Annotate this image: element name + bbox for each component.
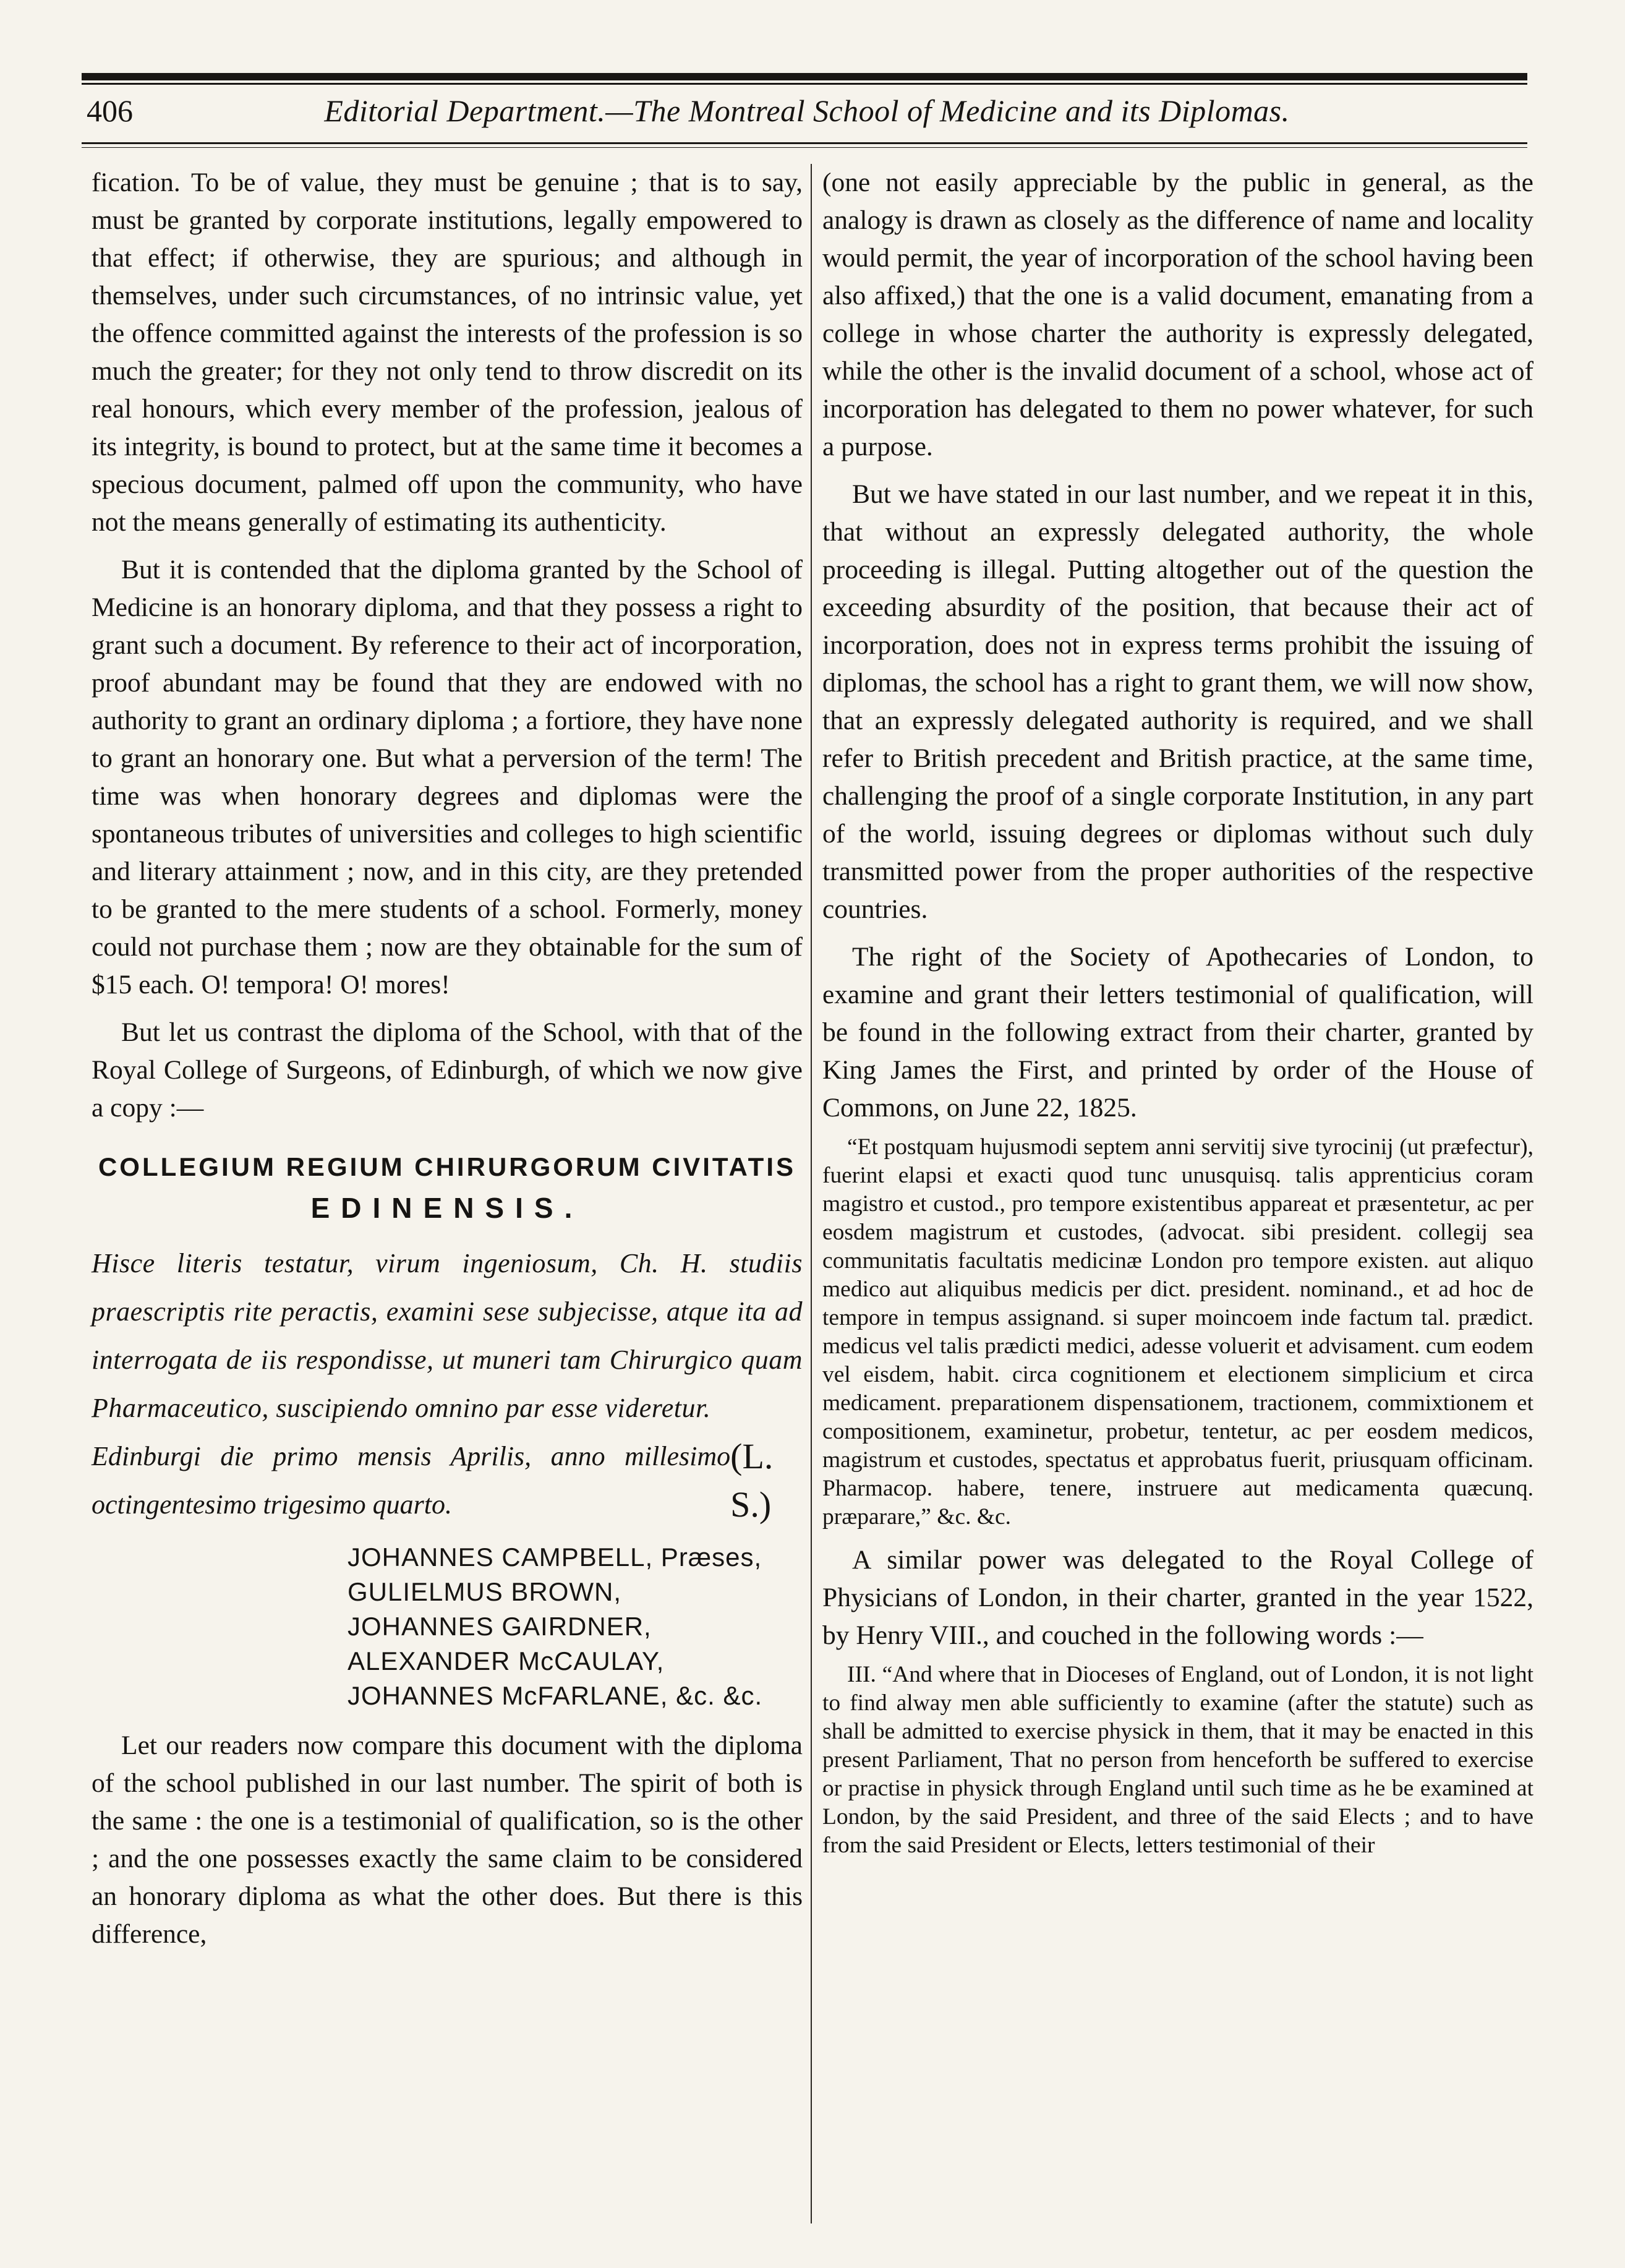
header-rule [82,142,1527,144]
top-rule-thin [82,83,1527,85]
right-paragraph-1: (one not easily appreciable by the public in general, as the analogy is drawn as closely as the difference of name and locality would permit, the year of incorporation of the school having been also affixed,) that the one is a valid document, emanating from a college in whose charter the authority is expressly delegated, while the other is the invalid document of a school, whose act of incorporation has delegated to them no power whatever, for such a purpose. [822,168,1533,461]
signatory: JOHANNES GAIRDNER, [348,1612,652,1641]
top-rule-thick [82,73,1527,80]
signatory: JOHANNES CAMPBELL, Præses, [348,1543,762,1572]
left-paragraph-4: Let our readers now compare this document with the diploma of the school published in our last number. The spirit of both is the same : the one is a testimonial of qualification, so is the other ; and the one possesses exactly the same claim to be considered an honorary diploma as what the other does. But there is this difference, [92,1731,803,1949]
header-rule-thin [82,147,1527,148]
right-paragraph-2: But we have stated in our last number, and we repeat it in this, that without an expressly delegated authority, the whole proceeding is illegal. Putting altogether out of the question the exceeding absurdity of the position, that because their act of incorporation, does not in express terms prohibit the issuing of diplomas, the school has a right to grant them, we will now show, that an expressly delegated authority is required, and we shall refer to British precedent and British practice, at the same time, challenging the proof of a single corporate Institution, in any part of the world, issuing degrees or diplomas without such duly transmitted power from the proper authorities of the respective countries. [822,479,1533,924]
signatories-list [348,1540,803,1713]
page-number: 406 [87,93,133,128]
column-divider [811,164,812,2223]
left-column [92,164,803,1953]
diploma-subtitle: EDINENSIS. [310,1192,584,1224]
diploma-date-row [92,1432,803,1529]
page-header [87,93,1527,142]
running-head: Editorial Department.—The Montreal School of Medicine and its Diplomas. [324,93,1290,128]
right-paragraph-3: The right of the Society of Apothecaries of London, to examine and grant their letters testimonial of qualification, will be found in the following extract from their charter, granted by King James the First, and printed by order of the House of Commons, on June 22, 1825. [822,942,1533,1123]
left-paragraph-3: But let us contrast the diploma of the School, with that of the Royal College of Surgeons, of Edinburgh, of which we now give a copy :— [92,1017,803,1123]
physicians-charter-quote: III. “And where that in Dioceses of England, out of London, it is not light to find alway men able sufficiently to examine (after the statute) such as shall be admitted to exercise physick in them, that it may be enacted in this present Parliament, That no person from henceforth be suffered to exercise or practise in physick through England until such time as he be examined at London, by the said President, and three of the said Elects ; and to have from the said President or Elects, letters testimonial of their [822,1662,1533,1858]
diploma-seal: (L. S.) [730,1436,774,1525]
diploma-text: Hisce literis testatur, virum ingeniosum, Ch. H. studiis praescriptis rite peractis, examini sese subjecisse, atque ita ad interrogata de iis respondisse, ut muneri tam Chirurgico quam Pharmaceutico, suscipiendo omnino par esse videretur. [92,1248,803,1423]
left-paragraph-1: fication. To be of value, they must be genuine ; that is to say, must be granted by corporate institutions, legally empowered to that effect; if otherwise, they are spurious; and although in themselves, under such circumstances, of no intrinsic value, yet the offence committed against the interests of the profession is so much the greater; for they not only tend to throw discredit on its real honours, which every member of the profession, jealous of its integrity, is bound to protect, but at the same time it becomes a specious document, palmed off upon the community, who have not the means generally of estimating its authenticity. [92,168,803,537]
diploma-title: COLLEGIUM REGIUM CHIRURGORUM CIVITATIS [98,1152,796,1181]
right-paragraph-4: A similar power was delegated to the Royal College of Physicians of London, in their charter, granted in the year 1522, by Henry VIII., and couched in the following words :— [822,1545,1533,1650]
left-paragraph-2: But it is contended that the diploma granted by the School of Medicine is an honorary diploma, and that they possess a right to grant such a document. By reference to their act of incorporation, proof abundant may be found that they are endowed with no authority to grant an ordinary diploma ; a fortiore, they have none to grant an honorary one. But what a perversion of the term! The time was when honorary degrees and diplomas were the spontaneous tributes of universities and colleges to high scientific and literary attainment ; now, and in this city, are they pretended to be granted to the mere students of a school. Formerly, money could not purchase them ; now are they obtainable for the sum of $15 each. O! tempora! O! mores! [92,555,803,999]
right-column [822,164,1533,1860]
signatory: GULIELMUS BROWN, [348,1577,622,1606]
signatory: JOHANNES McFARLANE, &c. &c. [348,1681,763,1710]
diploma-date: Edinburgi die primo mensis Aprilis, anno millesimo octingentesimo trigesimo quarto. [92,1441,731,1520]
signatory: ALEXANDER McCAULAY, [348,1646,665,1675]
apothecaries-charter-quote: “Et postquam hujusmodi septem anni servitij sive tyrocinij (ut præfectur), fuerint elapsi et exacti quod tunc unusquisq. talis apprenticius coram magistro et custod., pro tempore existentibus appareat et præsentetur, ac per eosdem magistrum et custodes, (advocat. sibi president. collegij sea communitatis facultatis medicinæ London pro tempore existen. aut aliquo medico aut aliquibus medicis per dict. president. nominand., et ad hoc de tempore in tempus assignand. si super moincoem inde factum tal. prædict. medicus vel talis prædicti medici, adesse voluerit et advisament. cum eodem vel eisdem, habit. circa cognitionem et electionem simplicium et circa medicament. preparationem dispensationem, tractionem, commixtionem et compositionem, examinetur, probetur, tentetur, ac per eosdem medicos, magistrum et custodes, spectatus et approbatus fuerit, priusquam officinam. Pharmacop. habere, tenere, instruere aut medicamenta quæcunq. præparare,” &c. &c. [822,1134,1533,1530]
